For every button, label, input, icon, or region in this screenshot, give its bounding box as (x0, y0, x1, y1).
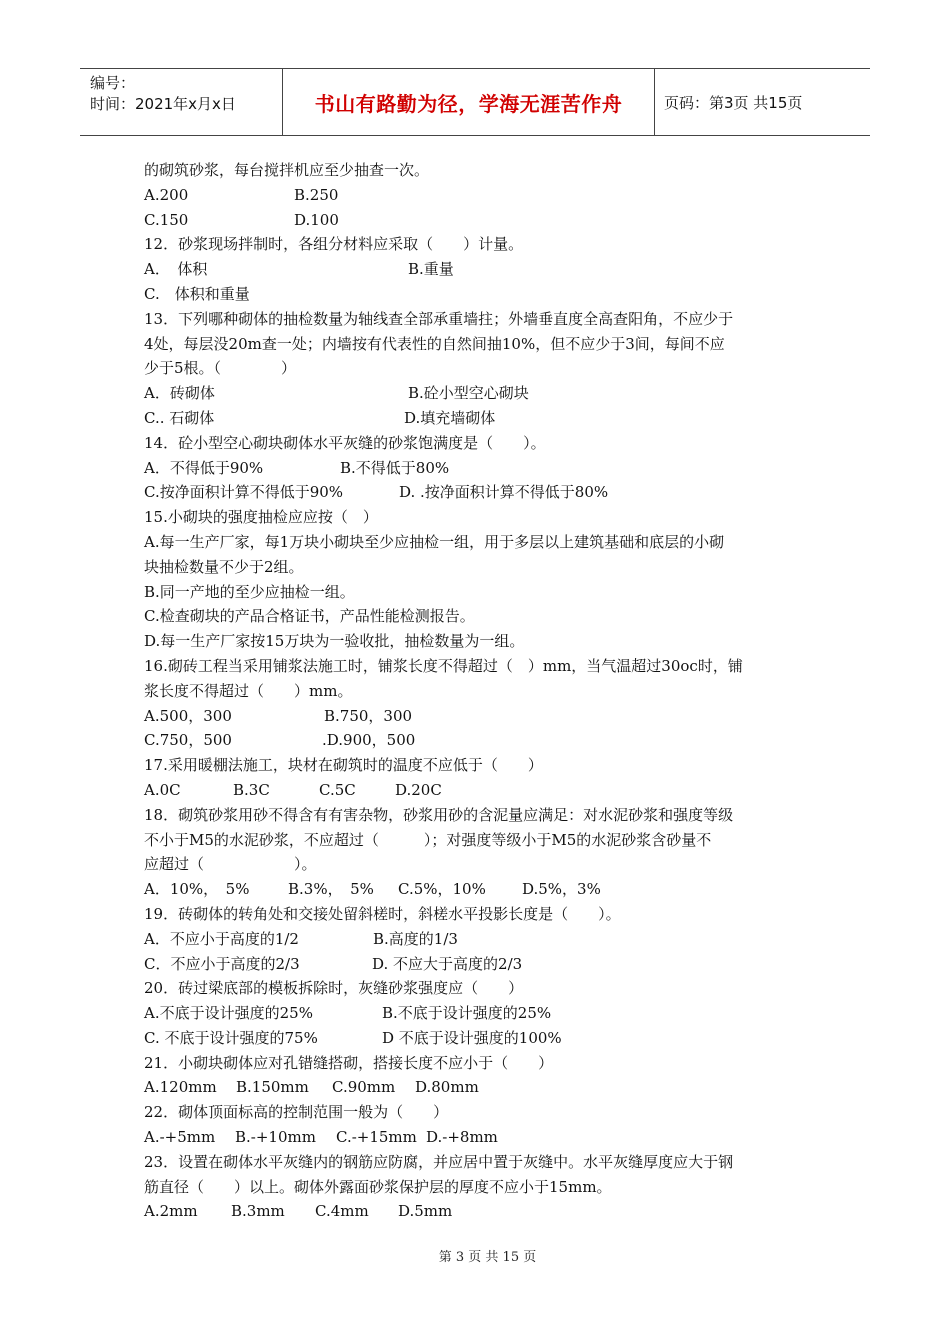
text-line: 22．砌体顶面标高的控制范围一般为（ ） (144, 1103, 449, 1122)
option-row (144, 877, 810, 902)
answer-option: D.5mm (398, 1202, 453, 1221)
option-row (144, 208, 810, 233)
text-line: 少于5根。（ ） (144, 359, 297, 378)
option-row (144, 704, 810, 729)
answer-option: C.5%，10% (398, 880, 486, 899)
text-line: 筋直径（ ）以上。砌体外露面砂浆保护层的厚度不应小于15mm。 (144, 1177, 612, 1196)
text-line: 23．设置在砌体水平灰缝内的钢筋应防腐，并应居中置于灰缝中。水平灰缝厚度应大于钢 (144, 1152, 734, 1171)
text-line: 21．小砌块砌体应对孔错缝搭砌，搭接长度不应小于（ ） (144, 1053, 554, 1072)
answer-option: C. 不底于设计强度的75% (144, 1028, 318, 1047)
answer-option: C.4mm (315, 1202, 369, 1221)
document-body (144, 158, 810, 1224)
text-line: 13．下列哪种砌体的抽检数量为轴线查全部承重墙拄；外墙垂直度全高查阳角，不应少于 (144, 309, 734, 328)
text-line: 浆长度不得超过（ ）mm。 (144, 681, 353, 700)
text-line: 20．砖过梁底部的模板拆除时，灰缝砂浆强度应（ ） (144, 979, 524, 998)
document-date-label: 时间：2021年x月x日 (90, 95, 236, 113)
answer-option: A． 体积 (144, 260, 208, 279)
header-meta (80, 69, 283, 135)
page-header (80, 68, 870, 136)
answer-option: C．不应小于高度的2/3 (144, 954, 300, 973)
text-line: A.每一生产厂家，每1万块小砌块至少应抽检一组，用于多层以上建筑基础和底层的小砌 (144, 532, 725, 551)
text-line: 19．砖砌体的转角处和交接处留斜槎时，斜槎水平投影长度是（ ）。 (144, 904, 621, 923)
option-row (144, 456, 810, 481)
answer-option: B.高度的1/3 (373, 929, 458, 948)
answer-option: B.不底于设计强度的25% (382, 1004, 552, 1023)
option-row (144, 1199, 810, 1224)
answer-option: A.-+5mm (144, 1128, 216, 1147)
answer-option: C.750，500 (144, 731, 232, 750)
text-line: 不小于M5的水泥砂浆，不应超过（ ）；对强度等级小于M5的水泥砂浆含砂量不 (144, 830, 712, 849)
answer-option: D.填充墙砌体 (404, 408, 496, 427)
answer-option: C.90mm (332, 1078, 396, 1097)
answer-option: B.砼小型空心砌块 (408, 384, 529, 403)
text-line: 12．砂浆现场拌制时，各组分材料应采取（ ）计量。 (144, 235, 524, 254)
answer-option: C.. 石砌体 (144, 408, 215, 427)
text-line: C.检查砌块的产品合格证书，产品性能检测报告。 (144, 607, 475, 626)
text-line: 4处，每层没20m查一处；内墙按有代表性的自然间抽10%，但不应少于3间，每间不应 (144, 334, 725, 353)
text-line: C. 体积和重量 (144, 284, 250, 303)
header-page-number: 页码：第3页 共15页 (664, 93, 803, 112)
option-row (144, 952, 810, 977)
text-line: 16.砌砖工程当采用铺浆法施工时，铺浆长度不得超过（ ）mm，当气温超过30oc时，铺 (144, 656, 743, 675)
answer-option: A．10%， 5% (144, 880, 250, 899)
answer-option: C.按净面积计算不得低于90% (144, 483, 344, 502)
answer-option: B.3C (233, 780, 270, 799)
answer-option: A.不底于设计强度的25% (144, 1004, 313, 1023)
answer-option: .D.900，500 (322, 731, 416, 750)
answer-option: C.150 (144, 210, 189, 229)
option-row (144, 406, 810, 431)
option-row (144, 183, 810, 208)
answer-option: B.250 (294, 185, 339, 204)
text-line: 块抽检数量不少于2组。 (144, 557, 304, 576)
answer-option: A.0C (144, 780, 181, 799)
answer-option: A.500，300 (144, 706, 232, 725)
option-row (144, 1075, 810, 1100)
answer-option: A．不应小于高度的1/2 (144, 929, 299, 948)
option-row (144, 480, 810, 505)
answer-option: B.150mm (236, 1078, 309, 1097)
text-line: 17.采用暖棚法施工，块材在砌筑时的温度不应低于（ ） (144, 756, 543, 775)
answer-option: A.200 (144, 185, 189, 204)
answer-option: D.80mm (415, 1078, 479, 1097)
answer-option: C.5C (319, 780, 356, 799)
option-row (144, 1026, 810, 1051)
option-row (144, 778, 810, 803)
option-row (144, 927, 810, 952)
answer-option: B.3mm (231, 1202, 285, 1221)
answer-option: D. .按净面积计算不得低于80% (399, 483, 609, 502)
answer-option: A．砖砌体 (144, 384, 215, 403)
answer-option: B.-+10mm (235, 1128, 316, 1147)
document-number-label: 编号： (90, 74, 136, 92)
answer-option: A.2mm (144, 1202, 198, 1221)
answer-option: D.20C (395, 780, 442, 799)
header-motto: 书山有路勤为径，学海无涯苦作舟 (283, 69, 655, 135)
text-line: 18．砌筑砂浆用砂不得含有有害杂物，砂浆用砂的含泥量应满足：对水泥砂浆和强度等级 (144, 805, 734, 824)
option-row (144, 381, 810, 406)
answer-option: C.-+15mm (336, 1128, 417, 1147)
answer-option: B.3%， 5% (288, 880, 374, 899)
answer-option: D 不底于设计强度的100% (382, 1028, 562, 1047)
text-line: 应超过（ ）。 (144, 855, 317, 874)
answer-option: D.-+8mm (426, 1128, 498, 1147)
answer-option: D. 不应大于高度的2/3 (372, 954, 523, 973)
answer-option: A．不得低于90% (144, 458, 264, 477)
text-line: 的砌筑砂浆，每台搅拌机应至少抽查一次。 (144, 161, 430, 179)
answer-option: B.不得低于80% (340, 458, 450, 477)
answer-option: D.100 (294, 210, 339, 229)
answer-option: A.120mm (144, 1078, 217, 1097)
answer-option: B.重量 (408, 260, 454, 279)
text-line: B.同一产地的至少应抽检一组。 (144, 582, 355, 601)
option-row (144, 257, 810, 282)
answer-option: B.750，300 (324, 706, 413, 725)
option-row (144, 1001, 810, 1026)
text-line: 14．砼小型空心砌块砌体水平灰缝的砂浆饱满度是（ ）。 (144, 433, 546, 452)
text-line: D.每一生产厂家按15万块为一验收批，抽检数量为一组。 (144, 632, 525, 651)
option-row (144, 728, 810, 753)
answer-option: D.5%，3% (522, 880, 601, 899)
text-line: 15.小砌块的强度抽检应应按（ ） (144, 508, 378, 527)
option-row (144, 1125, 810, 1150)
page-footer: 第 3 页 共 15 页 (438, 1250, 537, 1265)
